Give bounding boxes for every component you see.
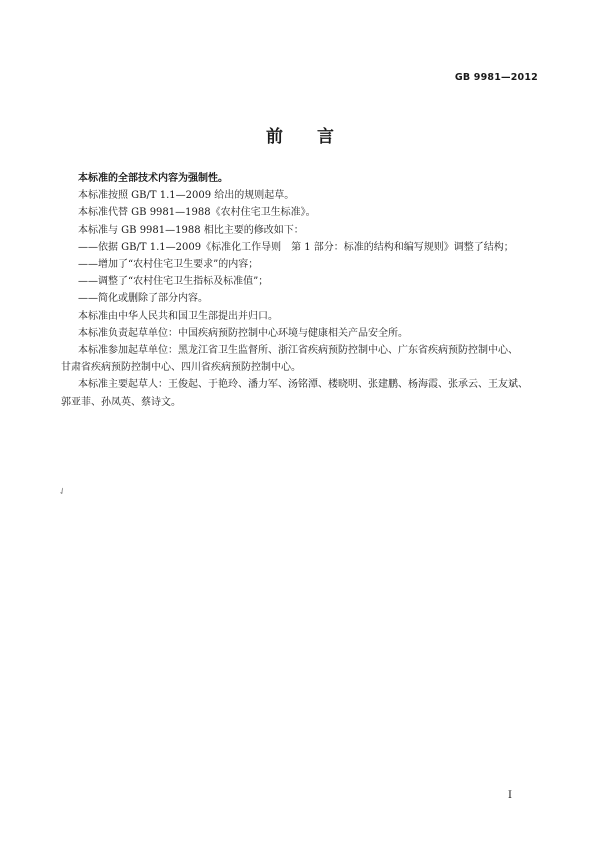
change-item: ——调整了“农村住宅卫生指标及标准值”； — [78, 276, 269, 288]
lead-drafter-unit-line: 本标准负责起草单位：中国疾病预防控制中心环境与健康相关产品安全所。 — [78, 327, 408, 339]
main-drafters-continued: 郭亚菲、孙凤英、蔡诗文。 — [61, 396, 181, 408]
standard-code: GB 9981—2012 — [454, 72, 538, 83]
main-drafters-line: 本标准主要起草人：王俊起、于艳玲、潘力军、汤铭潭、楼晓明、张建鹏、杨海霞、张承云、王友斌、 — [78, 379, 528, 391]
proposer-line: 本标准由中华人民共和国卫生部提出并归口。 — [78, 310, 278, 322]
drafting-rules-line: 本标准按照 GB/T 1.1—2009 给出的规则起草。 — [78, 190, 295, 202]
page-title: 前 言 — [266, 127, 348, 147]
mandatory-statement: 本标准的全部技术内容为强制性。 — [78, 173, 228, 184]
foreword-body — [61, 170, 548, 411]
participating-units-continued: 甘肃省疾病预防控制中心、四川省疾病预防控制中心。 — [61, 362, 301, 374]
replaces-line: 本标准代替 GB 9981—1988《农村住宅卫生标准》。 — [78, 207, 316, 219]
change-item: ——简化或删除了部分内容。 — [78, 293, 208, 305]
stray-mark: ✓ — [57, 485, 69, 499]
change-item: ——增加了“农村住宅卫生要求”的内容； — [78, 259, 259, 271]
page-number: I — [508, 790, 512, 801]
change-item: ——依据 GB/T 1.1—2009《标准化工作导则 第 1 部分：标准的结构和编写规则》调整了结构； — [78, 241, 514, 253]
participating-units-line: 本标准参加起草单位：黑龙江省卫生监督所、浙江省疾病预防控制中心、广东省疾病预防控制中心、 — [78, 345, 518, 357]
changes-intro-line: 本标准与 GB 9981—1988 相比主要的修改如下： — [78, 224, 304, 236]
